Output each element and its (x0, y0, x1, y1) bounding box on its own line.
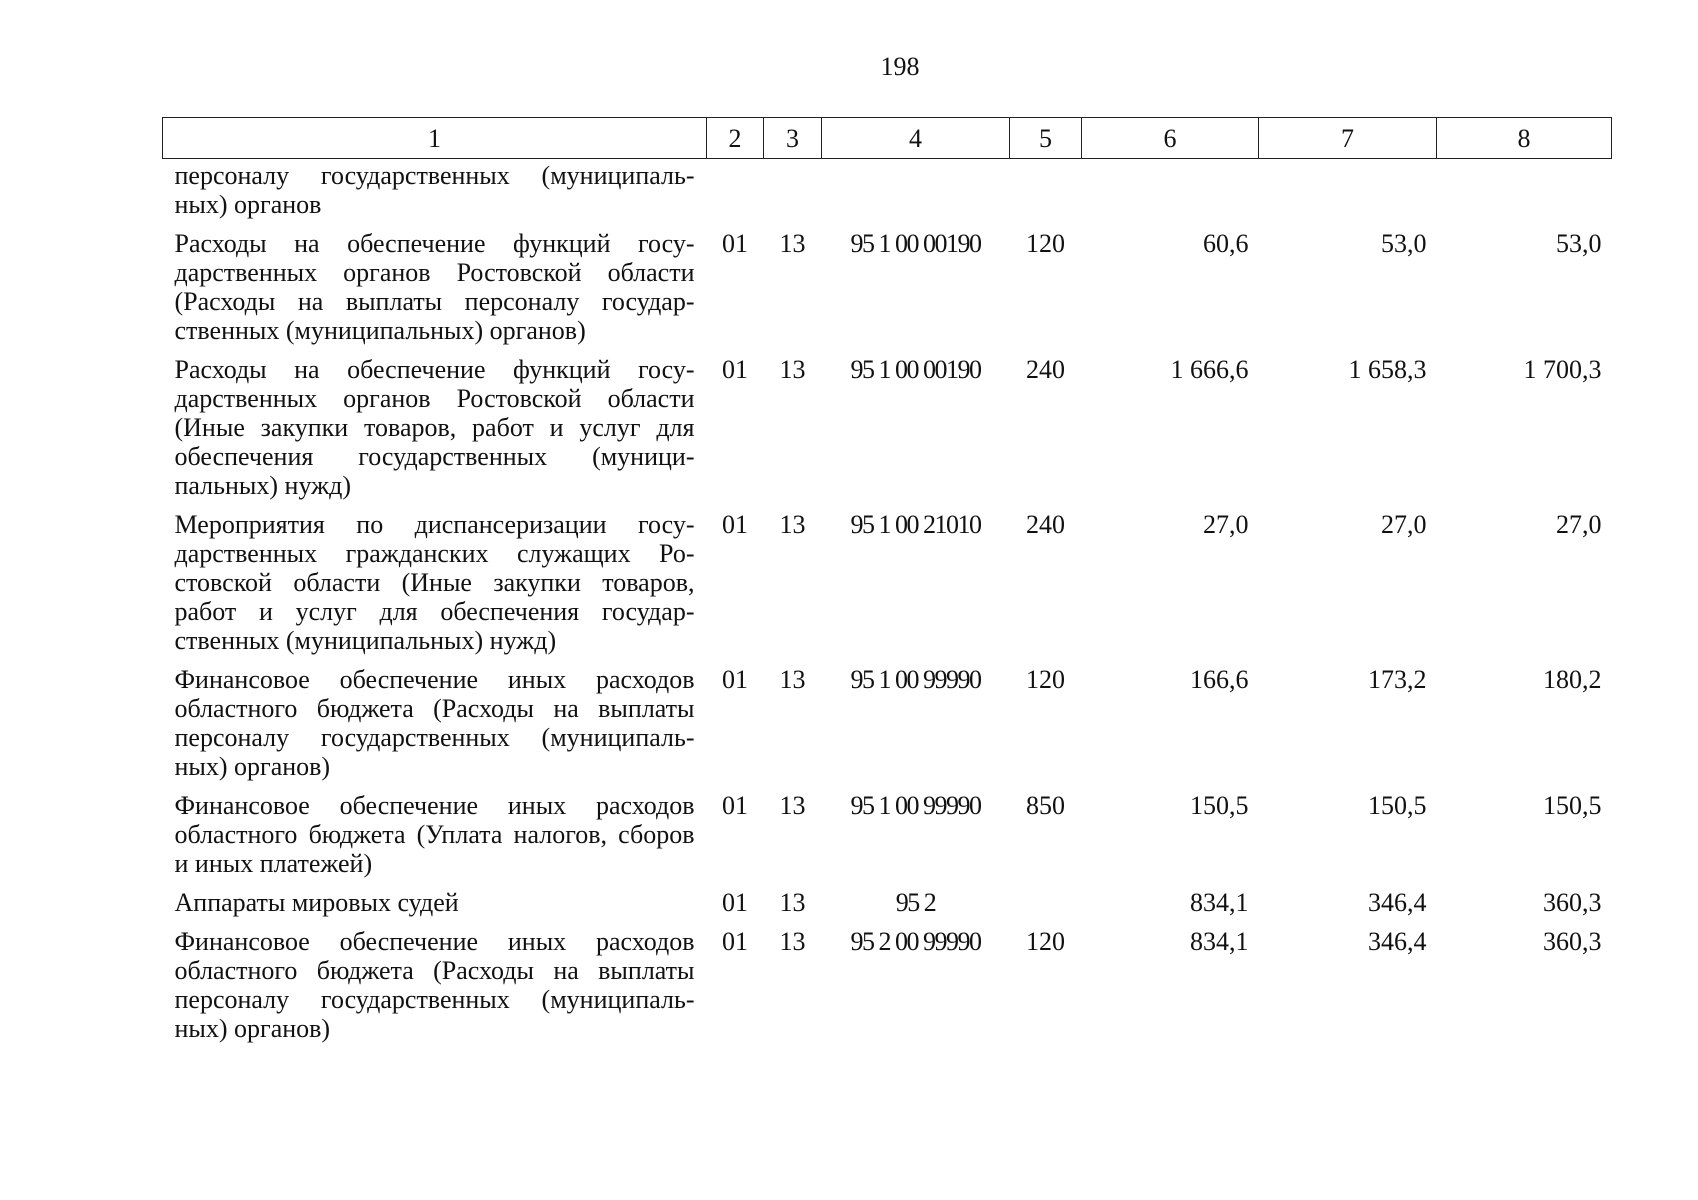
column-header-5: 5 (1010, 118, 1082, 159)
row-section (707, 159, 764, 230)
row-subsection: 13 (779, 355, 806, 384)
row-amount-col8: 1 700,3 (1523, 355, 1602, 384)
row-amount-col6: 150,5 (1190, 791, 1249, 820)
row-target-article: 95 1 00 99990 (850, 791, 981, 820)
budget-table (162, 117, 1612, 1053)
header-row (163, 118, 1612, 159)
table-row (163, 791, 1612, 888)
column-header-8: 8 (1437, 118, 1612, 159)
row-target-article: 95 1 00 00190 (850, 355, 981, 384)
row-amount-col8: 53,0 (1556, 229, 1602, 258)
table-row (163, 229, 1612, 355)
table-body (163, 159, 1612, 1054)
row-amount-col6: 834,1 (1190, 927, 1249, 956)
row-expense-type: 850 (1026, 791, 1065, 820)
row-section: 01 (722, 927, 748, 956)
row-expense-type (1010, 159, 1082, 230)
row-section: 01 (722, 355, 748, 384)
column-header-7: 7 (1259, 118, 1437, 159)
row-target-article: 95 1 00 99990 (850, 665, 981, 694)
row-amount-col7: 53,0 (1381, 229, 1427, 258)
row-amount-col7: 150,5 (1368, 791, 1427, 820)
row-amount-col6: 834,1 (1190, 888, 1249, 917)
row-amount-col8: 27,0 (1556, 510, 1602, 539)
row-amount-col8: 360,3 (1543, 927, 1602, 956)
row-expense-type: 240 (1026, 355, 1065, 384)
table-row (163, 665, 1612, 791)
row-expense-type: 240 (1026, 510, 1065, 539)
row-subsection: 13 (779, 229, 806, 258)
row-name: Аппараты мировых судей (174, 888, 459, 917)
row-amount-col7 (1259, 159, 1437, 230)
row-expense-type: 120 (1026, 927, 1065, 956)
row-target-article: 95 1 00 21010 (850, 510, 981, 539)
table-header (163, 118, 1612, 159)
row-section: 01 (722, 665, 748, 694)
column-header-3: 3 (764, 118, 822, 159)
row-amount-col7: 27,0 (1381, 510, 1427, 539)
row-amount-col7: 346,4 (1368, 927, 1427, 956)
table-row (163, 510, 1612, 665)
row-expense-type: 120 (1026, 229, 1065, 258)
table-row (163, 159, 1612, 230)
table-row (163, 888, 1612, 927)
column-header-6: 6 (1082, 118, 1259, 159)
row-expense-type (1010, 888, 1082, 927)
row-subsection: 13 (779, 888, 806, 917)
row-name: Расходы на обеспечение функций госу-дарственных органов Ростовской области (Иные закупки товаров, работ и услуг для обеспечения государственных (муници-пальных) нужд) (174, 355, 695, 500)
row-subsection (764, 159, 822, 230)
row-amount-col7: 173,2 (1368, 665, 1427, 694)
row-name: Финансовое обеспечение иных расходов областного бюджета (Уплата налогов, сборов и иных платежей) (174, 791, 695, 878)
row-amount-col8 (1437, 159, 1612, 230)
row-amount-col6: 1 666,6 (1170, 355, 1249, 384)
row-amount-col8: 150,5 (1543, 791, 1602, 820)
row-amount-col7: 346,4 (1368, 888, 1427, 917)
column-header-1: 1 (163, 118, 707, 159)
row-name: персоналу государственных (муниципаль-ных) органов (174, 161, 695, 219)
row-amount-col6: 60,6 (1203, 229, 1249, 258)
row-subsection: 13 (779, 927, 806, 956)
row-amount-col7: 1 658,3 (1348, 355, 1427, 384)
row-subsection: 13 (779, 791, 806, 820)
row-section: 01 (722, 229, 748, 258)
row-amount-col6: 166,6 (1190, 665, 1249, 694)
row-target-article: 95 1 00 00190 (850, 229, 981, 258)
row-subsection: 13 (779, 510, 806, 539)
row-name: Финансовое обеспечение иных расходов областного бюджета (Расходы на выплаты персоналу государственных (муниципаль-ных) органов) (174, 927, 695, 1043)
row-amount-col6 (1082, 159, 1259, 230)
column-header-4: 4 (822, 118, 1010, 159)
row-name: Мероприятия по диспансеризации госу-дарственных гражданских служащих Ро-стовской области (Иные закупки товаров, работ и услуг для обеспечения государ-ственных (муниципальных) нужд) (174, 510, 695, 655)
row-target-article: 95 2 (895, 888, 936, 917)
row-amount-col8: 360,3 (1543, 888, 1602, 917)
row-subsection: 13 (779, 665, 806, 694)
row-target-article (822, 159, 1010, 230)
row-section: 01 (722, 791, 748, 820)
column-header-2: 2 (707, 118, 764, 159)
row-name: Расходы на обеспечение функций госу-дарственных органов Ростовской области (Расходы на выплаты персоналу государ-ственных (муниципальных) органов) (174, 229, 695, 345)
row-expense-type: 120 (1026, 665, 1065, 694)
row-amount-col8: 180,2 (1543, 665, 1602, 694)
row-amount-col6: 27,0 (1203, 510, 1249, 539)
row-section: 01 (722, 888, 748, 917)
row-name: Финансовое обеспечение иных расходов областного бюджета (Расходы на выплаты персоналу государственных (муниципаль-ных) органов) (174, 665, 695, 781)
table-row (163, 927, 1612, 1053)
row-target-article: 95 2 00 99990 (850, 927, 981, 956)
row-section: 01 (722, 510, 748, 539)
page-number: 198 (880, 52, 920, 81)
table-row (163, 355, 1612, 510)
